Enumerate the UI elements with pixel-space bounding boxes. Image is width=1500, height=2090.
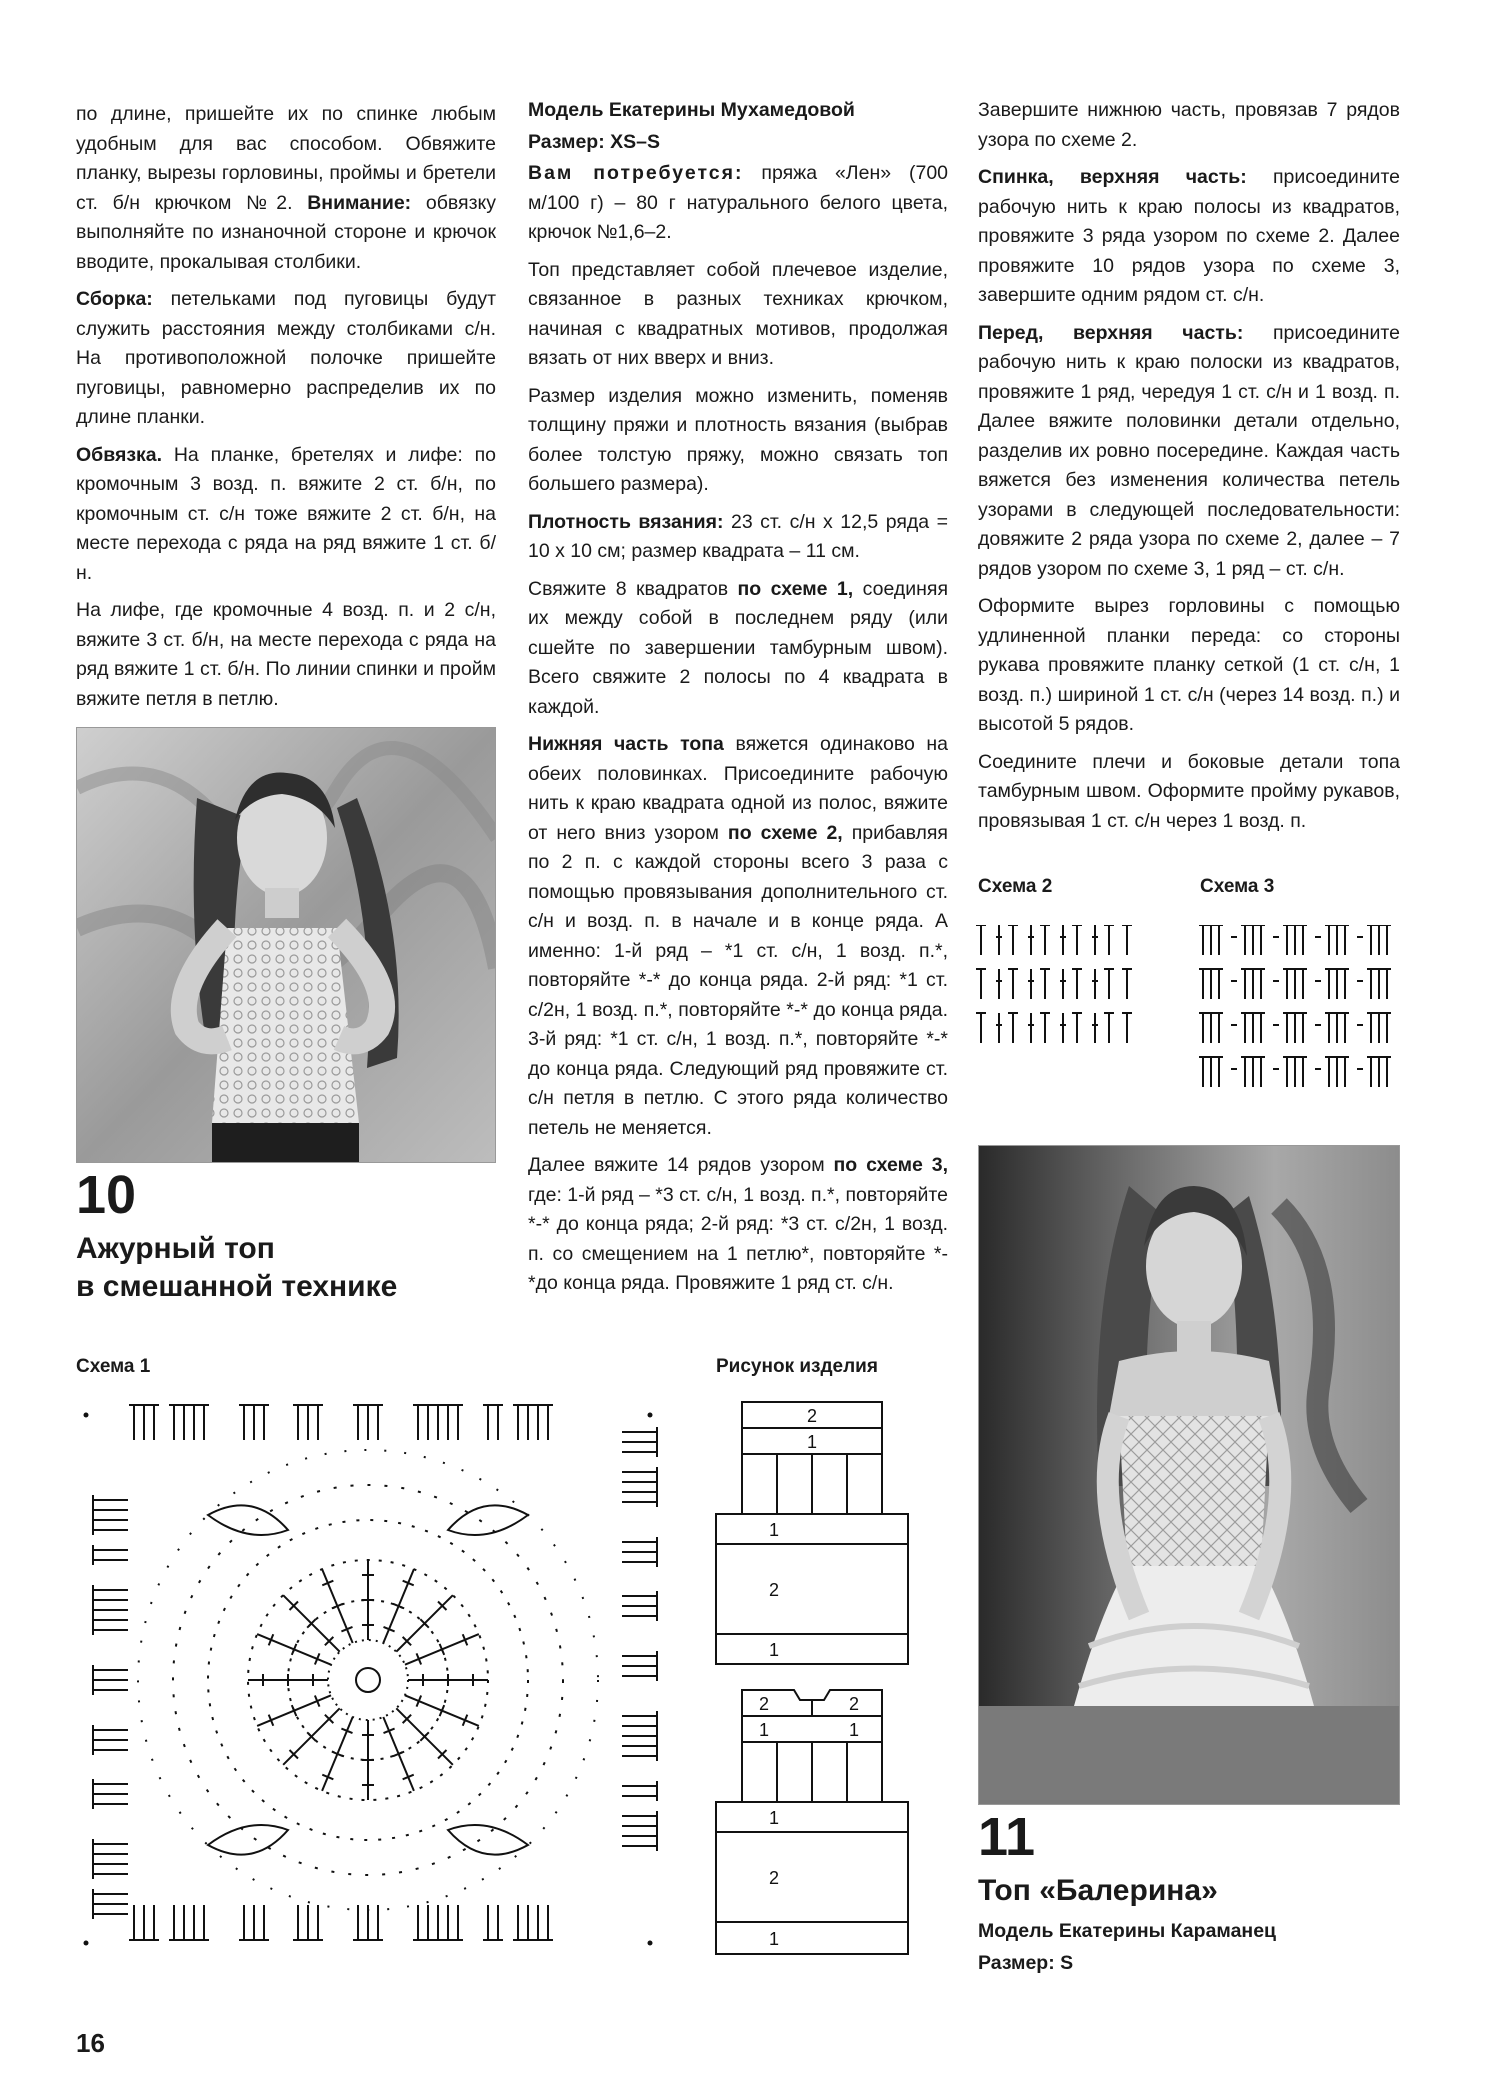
front-upper-paragraph: Перед, верхняя часть: присоедините рабочую нить к краю полоски из квадратов, провяжите 1 ряд, чередуя 1 ст. с/н и 1 возд. п. Далее вяжите половинки детали отдельно, разделив их ровно посередине. Каждая часть вяжется без изменения количества петель узорами в следующей последовательности: довяжите 2 ряда узора по схеме 2, далее – 7 рядов узором по схеме 3, 1 ряд – ст. с/н. bbox=[978, 321, 1400, 580]
column-3 bbox=[978, 96, 1400, 844]
drawing-label-front-lower-2: 2 bbox=[768, 1868, 780, 1888]
drawing-label-front-lower-1: 1 bbox=[768, 1808, 780, 1828]
density-paragraph: Плотность вязания: 23 ст. с/н х 12,5 ряда = 10 х 10 см; размер квадрата – 11 см. bbox=[528, 510, 948, 562]
drawing-label: Рисунок изделия bbox=[716, 1356, 878, 1377]
assembly-paragraph-2: Сборка: петельками под пуговицы будут служить расстояния между столбиками с/н. На противоположной полочке пришейте пуговицы, равномерно распределив их по длине планки. bbox=[76, 288, 496, 428]
drawing-label-front-2a: 2 bbox=[758, 1694, 770, 1714]
edging-paragraph: Обвязка. На планке, бретелях и лифе: по кромочным 3 возд. п. вяжите 2 ст. б/н, по кромочным ст. с/н тоже вяжите 2 ст. б/н, на месте перехода с ряда на ряд вяжите 1 ст. б/н. bbox=[76, 443, 496, 584]
photo-model-11 bbox=[978, 1145, 1400, 1805]
drawing-label-front-1a: 1 bbox=[758, 1720, 770, 1740]
model-10-number: 10 bbox=[76, 1165, 137, 1225]
photo-model-10 bbox=[76, 727, 496, 1163]
drawing-label-back-lower-2: 2 bbox=[768, 1580, 780, 1600]
schema-3-label: Схема 3 bbox=[1200, 876, 1275, 897]
lower-end-paragraph: Завершите нижнюю часть, провязав 7 рядов узора по схеме 2. bbox=[978, 99, 1400, 151]
model-10-size: Размер: XS–S bbox=[528, 130, 660, 153]
schema-1-diagram bbox=[78, 1395, 658, 1965]
squares-paragraph: Свяжите 8 квадратов по схеме 1, соединяя их между собой в последнем ряду (или сшейте по завершении тамбурным швом). Всего свяжите 2 полосы по 4 квадрата в каждой. bbox=[528, 577, 949, 718]
photo-model-10-image bbox=[77, 728, 496, 1163]
model-11-number: 11 bbox=[978, 1807, 1036, 1867]
drawing-label-front-1b: 1 bbox=[848, 1720, 860, 1740]
lower-part-paragraph: Нижняя часть топа вяжется одинаково на обеих половинках. Присоедините рабочую нить к краю квадрата одной из полос, вяжите от него вниз узором по схеме 2, прибавляя по 2 п. с каждой стороны всего 3 раза с помощью провязывания дополнительного ст. с/н и возд. п. в начале и в конце ряда. А именно: 1-й ряд – *1 ст. с/н, 1 возд. п.*, повторяйте *-* до конца ряда. 2-й ряд: *1 ст. с/2н, 1 возд. п.*, повторяйте *-* до конца ряда. 3-й ряд: *1 ст. с/н, 1 возд. п.*, повторяйте *-* до конца ряда. Следующий ряд провяжите ст. с/н петля в петлю. С этого ряда количество петель не меняется. bbox=[528, 733, 948, 1139]
schema-1-label: Схема 1 bbox=[76, 1356, 151, 1377]
joining-paragraph: Соедините плечи и боковые детали топа тамбурным швом. Оформите пройму рукавов, провязывая 1 ст. с/н через 1 возд. п. bbox=[978, 750, 1400, 832]
drawing-label-front-2b: 2 bbox=[848, 1694, 860, 1714]
model-11-author: Модель Екатерины Караманец bbox=[978, 1920, 1277, 1942]
schema-3-diagram bbox=[1198, 925, 1408, 1100]
column-2 bbox=[528, 96, 948, 1307]
neckline-paragraph: Оформите вырез горловины с помощью удлиненной планки переда: со стороны рукава провяжите планку сеткой (1 ст. с/н, 1 возд. п.) шириной 1 ст. с/н (через 14 возд. п.) и высотой 5 рядов. bbox=[978, 595, 1400, 735]
model-11-size: Размер: S bbox=[978, 1952, 1074, 1974]
assembly-paragraph-1: по длине, пришейте их по спинке любым удобным для вас способом. Обвяжите планку, вырезы горловины, проймы и бретели ст. б/н крючком №2. Внимание: обвязку выполняйте по изнаночной стороне и крючок вводите, прокалывая столбики. bbox=[76, 103, 497, 273]
drawing-label-back-lower-1b: 1 bbox=[768, 1640, 780, 1660]
materials-paragraph: Вам потребуется: пряжа «Лен» (700 м/100 г) – 80 г натурального белого цвета, крючок №1,6–2. bbox=[528, 162, 949, 243]
column-1 bbox=[76, 100, 496, 722]
schema-2-diagram bbox=[975, 925, 1155, 1055]
model-11-title: Топ «Балерина» bbox=[978, 1874, 1218, 1907]
photo-model-11-image bbox=[979, 1146, 1400, 1805]
bodice-paragraph: На лифе, где кромочные 4 возд. п. и 2 с/н, вяжите 3 ст. б/н, на месте перехода с ряда на ряд вяжите 1 ст. б/н. По линии спинки и пройм вяжите петля в петлю. bbox=[76, 599, 496, 710]
page-number: 16 bbox=[76, 2028, 105, 2058]
drawing-label-back-lower-1: 1 bbox=[768, 1520, 780, 1540]
drawing-label-back-2: 2 bbox=[806, 1406, 818, 1426]
size-paragraph: Размер изделия можно изменить, поменяв толщину пряжи и плотность вязания (выбрав более толстую пряжу, можно связать топ большего размера). bbox=[528, 384, 948, 495]
model-10-author: Модель Екатерины Мухамедовой bbox=[528, 99, 855, 121]
back-upper-paragraph: Спинка, верхняя часть: присоедините рабочую нить к краю полосы из квадратов, провяжите 3 ряда узором по схеме 2. Далее провяжите 10 рядов узора по схеме 3, завершите одним рядом ст. с/н. bbox=[978, 166, 1401, 306]
schema-3-paragraph: Далее вяжите 14 рядов узором по схеме 3, где: 1-й ряд – *3 ст. с/н, 1 возд. п.*, повторяйте *-* до конца ряда; 2-й ряд: *3 ст. с/2н, 1 возд. п. со смещением на 1 петлю*, повторяйте *-*до конца ряда. Провяжите 1 ряд ст. с/н. bbox=[528, 1154, 949, 1294]
intro-paragraph: Топ представляет собой плечевое изделие, связанное в разных техниках крючком, начиная с квадратных мотивов, продолжая вязать от них вверх и вниз. bbox=[528, 258, 948, 369]
drawing-label-front-lower-1b: 1 bbox=[768, 1929, 780, 1949]
model-10-title: Ажурный топ в смешанной технике bbox=[76, 1232, 398, 1303]
product-drawing bbox=[714, 1400, 934, 1960]
drawing-label-back-1: 1 bbox=[806, 1432, 818, 1452]
schema-2-label: Схема 2 bbox=[978, 876, 1053, 897]
